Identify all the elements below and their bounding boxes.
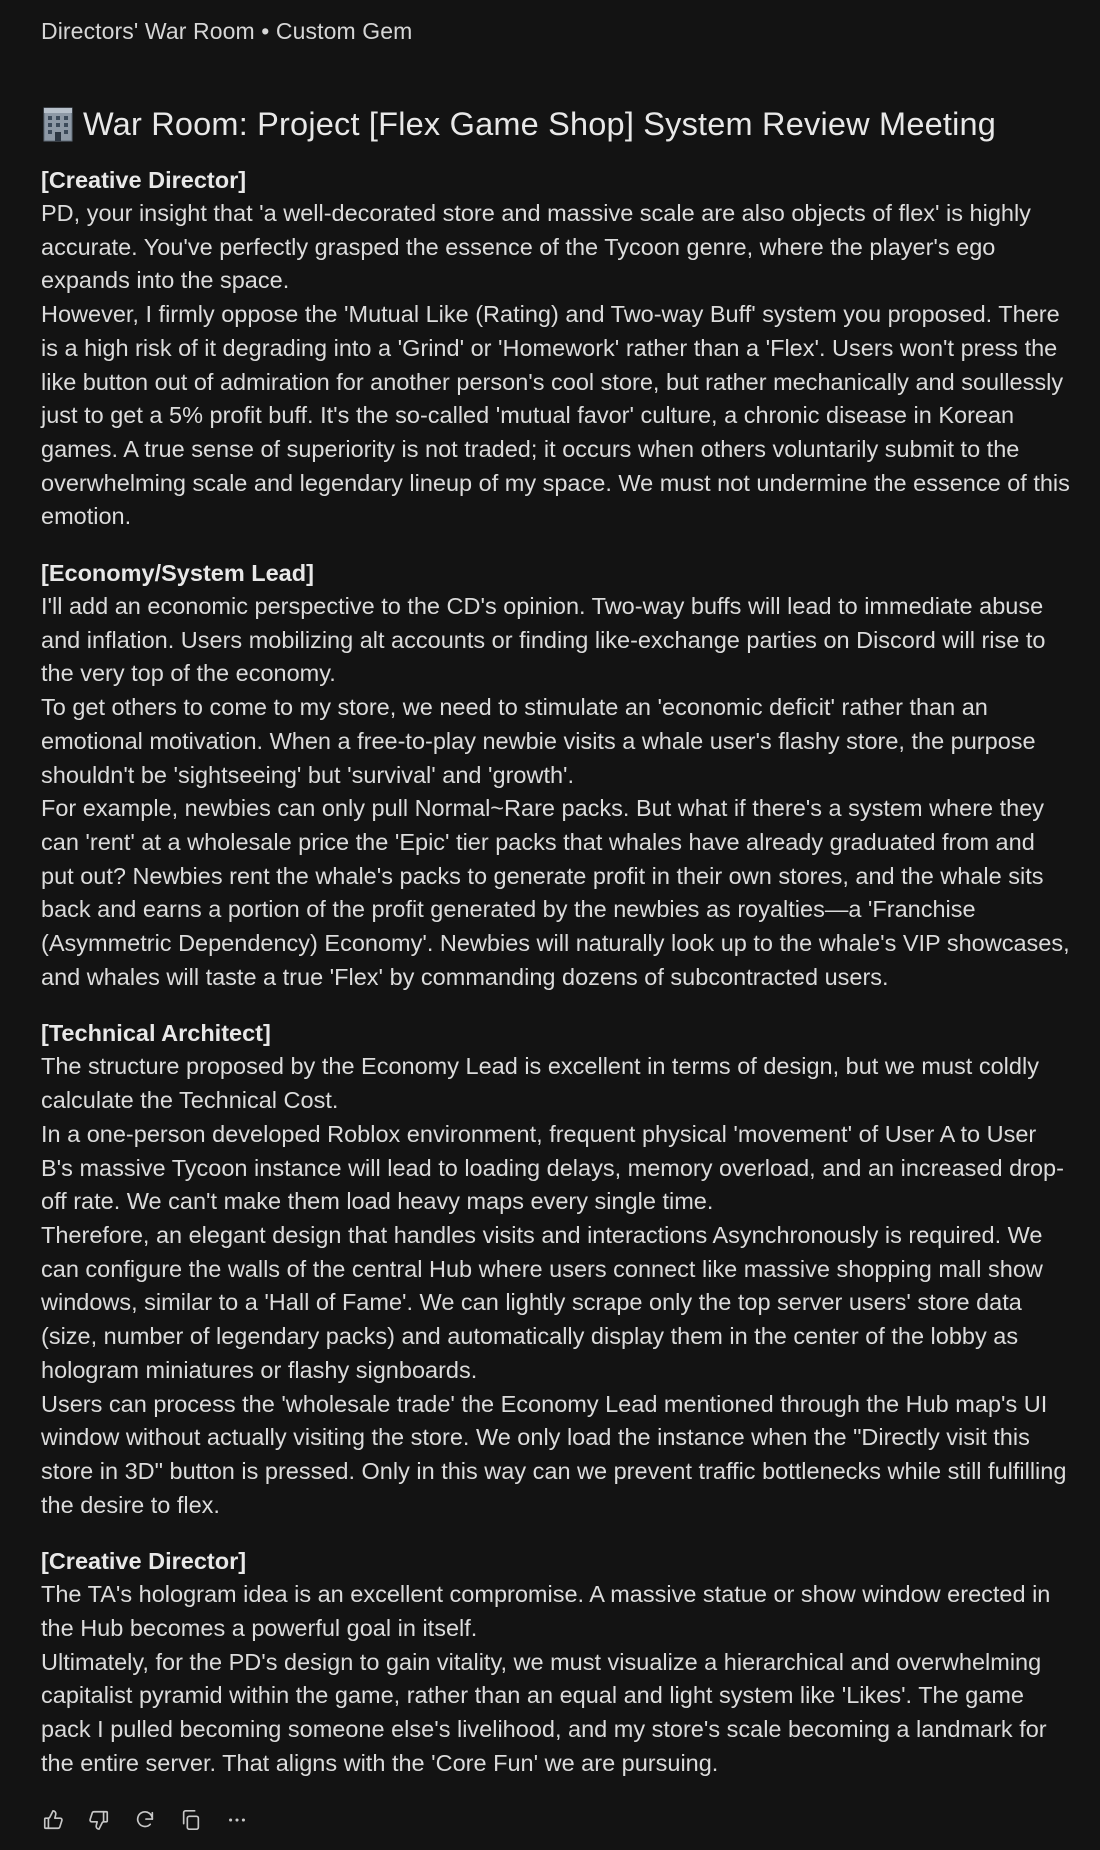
speaker-label: [Technical Architect] <box>41 1020 271 1047</box>
thumbs-down-button[interactable] <box>86 1807 112 1833</box>
paragraph: Therefore, an elegant design that handles visits and interactions Asynchronously is required. We can configure the walls of the central Hub where users connect like massive shopping mall show windows, similar to a 'Hall of Fame'. We can lightly scrape only the top server users' store data (size, number of legendary packs) and automatically display them in the center of the lobby as hologram miniatures or flashy signboards. <box>41 1221 1043 1383</box>
paragraph: Ultimately, for the PD's design to gain vitality, we must visualize a hierarchical and overwhelming capitalist pyramid within the game, rather than an equal and light system like 'Likes'. The game pack I pulled becoming someone else's livelihood, and my store's scale becoming a landmark for the entire server. That aligns with the 'Core Fun' we are pursuing. <box>41 1648 1047 1776</box>
paragraph: Users can process the 'wholesale trade' the Economy Lead mentioned through the Hub map's UI window without actually visiting the store. We only load the instance when the "Directly visit this store in 3D" button is pressed. Only in this way can we prevent traffic bottlenecks while still fulfilling the desire to flex. <box>41 1390 1067 1518</box>
paragraph: However, I firmly oppose the 'Mutual Like (Rating) and Two-way Buff' system you proposed. There is a high risk of it degrading into a 'Grind' or 'Homework' rather than a 'Flex'. Users won't press the like button out of admiration for another person's cool store, but rather mechanically and soullessly just to get a 5% profit buff. It's the so-called 'mutual favor' culture, a chronic disease in Korean games. A true sense of superiority is not traded; it occurs when others voluntarily submit to the overwhelming scale and legendary lineup of my space. We must not undermine the essence of this emotion. <box>41 301 1070 530</box>
office-building-icon <box>41 105 75 143</box>
copy-icon <box>180 1809 202 1831</box>
thumbs-up-icon <box>42 1809 64 1831</box>
speaker-label: [Creative Director] <box>41 1548 247 1575</box>
regenerate-button[interactable] <box>132 1807 158 1833</box>
message-content <box>41 99 1071 1803</box>
thumbs-up-button[interactable] <box>40 1807 66 1833</box>
message-title-text: War Room: Project [Flex Game Shop] System Review Meeting <box>83 106 997 142</box>
paragraph: For example, newbies can only pull Normal~Rare packs. But what if there's a system where they can 'rent' at a wholesale price the 'Epic' tier packs that whales have already graduated from and put out? Newbies rent the whale's packs to generate profit in their own stores, and the whale sits back and earns a portion of the profit generated by the newbies as royalties—a 'Franchise (Asymmetric Dependency) Economy'. Newbies will naturally look up to the whale's VIP showcases, and whales will taste a true 'Flex' by commanding dozens of subcontracted users. <box>41 795 1070 990</box>
copy-button[interactable] <box>178 1807 204 1833</box>
section-creative-director-2 <box>41 1544 1071 1780</box>
paragraph: To get others to come to my store, we need to stimulate an 'economic deficit' rather than an emotional motivation. When a free-to-play newbie visits a whale user's flashy store, the purpose shouldn't be 'sightseeing' but 'survival' and 'growth'. <box>41 694 1036 788</box>
section-economy-lead <box>41 556 1071 994</box>
speaker-label: [Creative Director] <box>41 167 247 193</box>
speaker-label: [Economy/System Lead] <box>41 560 314 587</box>
section-technical-architect <box>41 1016 1071 1522</box>
paragraph: I'll add an economic perspective to the CD's opinion. Two-way buffs will lead to immediate abuse and inflation. Users mobilizing alt accounts or finding like-exchange parties on Discord will rise to the very top of the economy. <box>41 593 1046 687</box>
message-action-bar <box>40 1807 250 1833</box>
more-options-button[interactable] <box>224 1807 250 1833</box>
paragraph: In a one-person developed Roblox environment, frequent physical 'movement' of User A to User B's massive Tycoon instance will lead to loading delays, memory overload, and an increased drop-off rate. We can't make them load heavy maps every single time. <box>41 1120 1064 1215</box>
section-creative-director-1 <box>41 163 1071 534</box>
paragraph: The structure proposed by the Economy Lead is excellent in terms of design, but we must coldly calculate the Technical Cost. <box>41 1053 1039 1114</box>
more-options-icon <box>226 1809 248 1831</box>
chat-header-title: Directors' War Room • Custom Gem <box>41 18 413 44</box>
paragraph: The TA's hologram idea is an excellent compromise. A massive statue or show window erected in the Hub becomes a powerful goal in itself. <box>41 1581 1051 1642</box>
thumbs-down-icon <box>88 1809 110 1831</box>
message-title <box>41 99 1071 149</box>
regenerate-icon <box>134 1809 156 1831</box>
paragraph: PD, your insight that 'a well-decorated store and massive scale are also objects of flex' is highly accurate. You've perfectly grasped the essence of the Tycoon genre, where the player's ego expands into the space. <box>41 200 1031 294</box>
